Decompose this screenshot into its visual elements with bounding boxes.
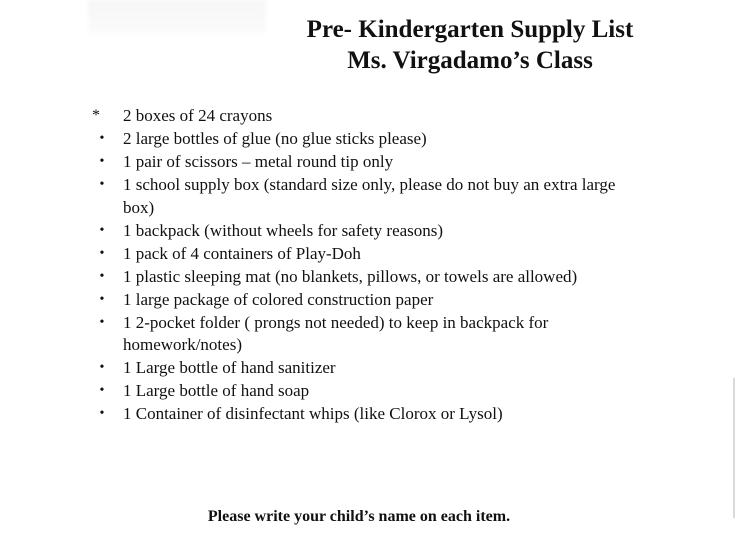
bullet-icon: • <box>99 291 105 307</box>
bullet-icon: • <box>99 131 105 146</box>
list-item-text: 1 pair of scissors – metal round tip only <box>123 152 394 171</box>
list-item-text: 1 pack of 4 containers of Play-Doh <box>123 243 361 263</box>
list-item <box>88 105 648 128</box>
list-item-text: 2 boxes of 24 crayons <box>123 106 273 125</box>
list-item <box>88 289 648 312</box>
title-line-2: Ms. Virgadamo’s Class <box>347 47 593 74</box>
list-item <box>88 403 648 426</box>
list-item-text: 1 Large bottle of hand sanitizer <box>123 358 336 377</box>
list-item <box>88 220 648 243</box>
list-item-text: 1 Container of disinfectant whips (like Clorox or Lysol) <box>123 404 503 423</box>
footer-note: Please write your child’s name on each item. <box>207 508 511 525</box>
list-item <box>88 243 648 266</box>
list-item-text: 1 backpack (without wheels for safety reasons) <box>123 220 444 240</box>
bullet-icon: • <box>99 245 105 261</box>
bullet-icon: • <box>99 383 105 398</box>
list-item <box>88 174 648 219</box>
list-item-text: 2 large bottles of glue (no glue sticks please) <box>123 129 427 148</box>
list-item-text: 1 Large bottle of hand soap <box>123 381 310 400</box>
bullet-icon: • <box>99 154 105 169</box>
list-item-text: 1 plastic sleeping mat (no blankets, pillows, or towels are allowed) <box>123 266 578 286</box>
list-item-text: 1 2-pocket folder ( prongs not needed) to keep in backpack for homework/notes) <box>123 312 549 354</box>
list-item <box>88 312 648 357</box>
list-item-text: 1 large package of colored construction paper <box>123 289 434 309</box>
list-item <box>88 151 648 174</box>
list-item <box>88 357 648 380</box>
supply-list <box>88 105 648 426</box>
title-line-1: Pre- Kindergarten Supply List <box>306 16 634 43</box>
list-item-text: 1 school supply box (standard size only, please do not buy an extra large box) <box>123 175 616 217</box>
bullet-icon: • <box>99 222 105 238</box>
page-title <box>0 14 735 76</box>
bullet-icon: • <box>99 268 105 284</box>
bullet-icon: • <box>99 314 105 330</box>
list-item <box>88 266 648 289</box>
list-item <box>88 380 648 403</box>
bullet-icon: • <box>99 406 105 421</box>
asterisk-bullet-icon: * <box>92 107 100 124</box>
bullet-icon: • <box>99 360 105 375</box>
list-item <box>88 128 648 151</box>
bullet-icon: • <box>99 177 105 192</box>
